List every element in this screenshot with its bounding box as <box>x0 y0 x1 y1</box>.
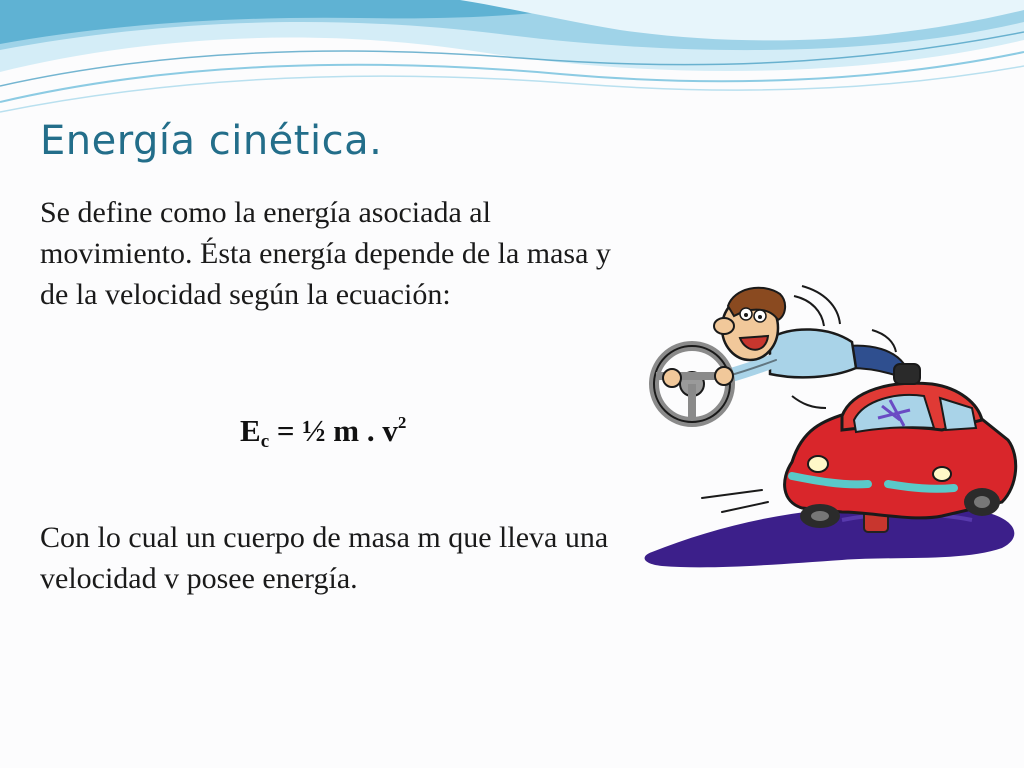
equation-half: ½ <box>302 413 326 448</box>
equation-mass-velocity: m . v <box>325 413 398 448</box>
equation-symbol: E <box>240 413 261 448</box>
car-crash-cartoon-icon <box>642 280 1024 570</box>
definition-paragraph: Se define como la energía asociada al movimiento. Ésta energía depende de la masa y de la velocidad según la ecuación: <box>40 196 611 311</box>
kinetic-energy-equation <box>240 413 406 453</box>
equation-subscript: c <box>260 431 270 452</box>
equation-exponent: 2 <box>397 413 407 432</box>
header-wave-decoration <box>0 0 1024 130</box>
equation-equals: = <box>269 413 303 448</box>
slide-title: Energía cinética. <box>40 118 383 164</box>
conclusion-paragraph: Con lo cual un cuerpo de masa m que lleva una velocidad v posee energía. <box>40 521 609 595</box>
